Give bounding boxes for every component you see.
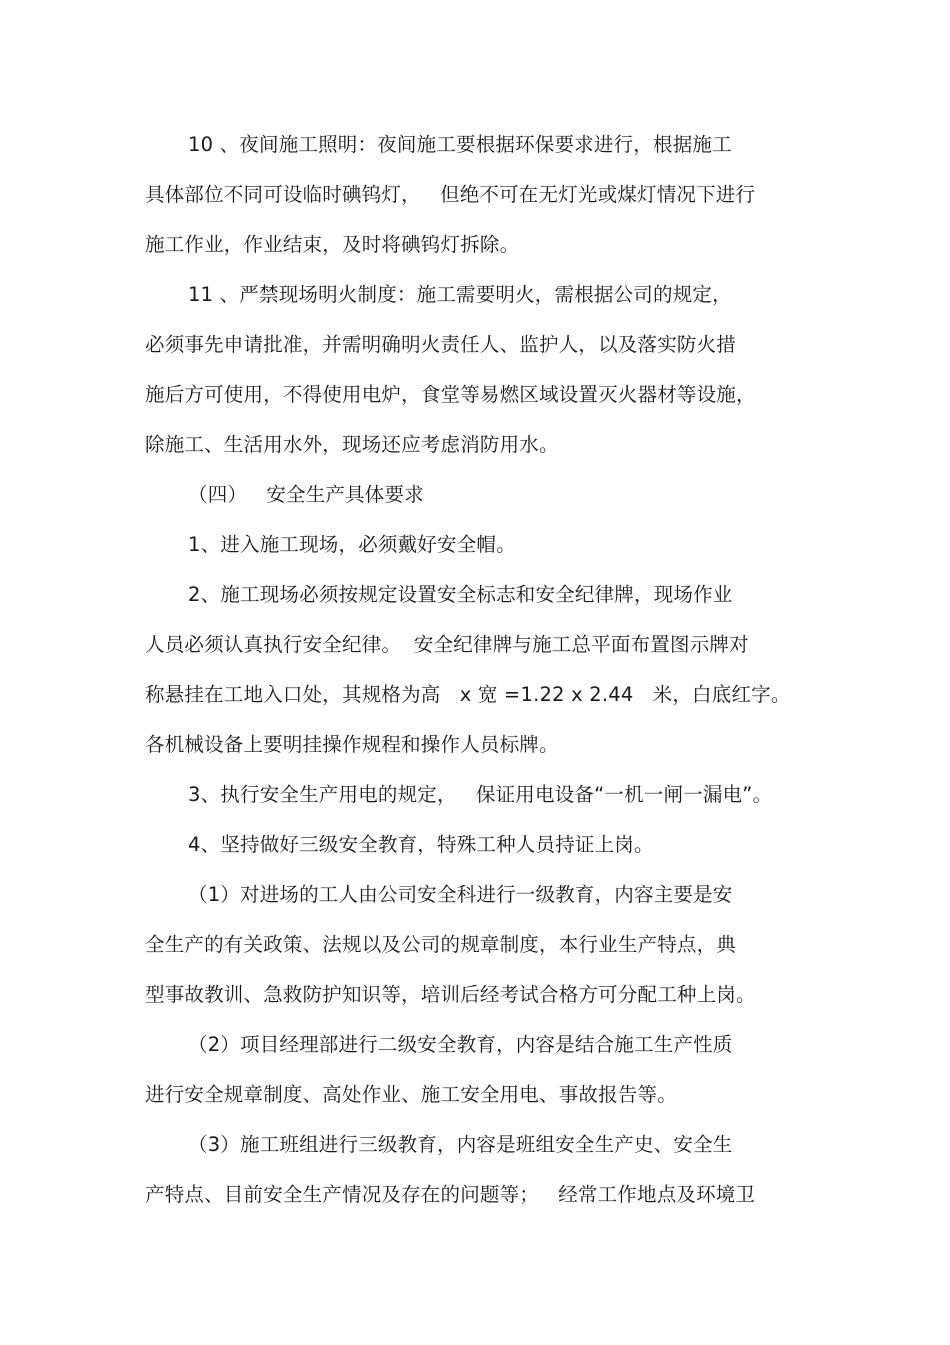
paragraph-line: 各机械设备上要明挂操作规程和操作人员标牌。 [145, 733, 559, 756]
paragraph-line: （2）项目经理部进行二级安全教育，内容是结合施工生产性质 [188, 1033, 733, 1056]
paragraph-line: 称悬挂在工地入口处，其规格为高 x 宽 =1.22 x 2.44 米，白底红字。 [145, 683, 791, 706]
paragraph-line: 人员必须认真执行安全纪律。 安全纪律牌与施工总平面布置图示牌对 [145, 633, 749, 656]
paragraph-line: 型事故教训、急救防护知识等，培训后经考试合格方可分配工种上岗。 [145, 983, 756, 1006]
paragraph-line: 必须事先申请批准，并需明确明火责任人、监护人，以及落实防火措 [145, 333, 737, 356]
paragraph-line: 施工作业，作业结束，及时将碘钨灯拆除。 [145, 233, 520, 256]
section-heading: （四） 安全生产具体要求 [188, 483, 424, 506]
paragraph-line: 11 、严禁现场明火制度：施工需要明火，需根据公司的规定， [188, 283, 732, 306]
paragraph-line: （1）对进场的工人由公司安全科进行一级教育，内容主要是安 [188, 883, 733, 906]
paragraph-line: （3）施工班组进行三级教育，内容是班组安全生产史、安全生 [188, 1133, 733, 1156]
paragraph-line: 4、坚持做好三级安全教育，特殊工种人员持证上岗。 [188, 833, 654, 856]
paragraph-line: 10 、夜间施工照明：夜间施工要根据环保要求进行，根据施工 [188, 133, 732, 156]
paragraph-line: 全生产的有关政策、法规以及公司的规章制度，本行业生产特点，典 [145, 933, 737, 956]
paragraph-line: 除施工、生活用水外，现场还应考虑消防用水。 [145, 433, 559, 456]
paragraph-line: 进行安全规章制度、高处作业、施工安全用电、事故报告等。 [145, 1083, 677, 1106]
paragraph-line: 施后方可使用，不得使用电炉，食堂等易燃区域设置灭火器材等设施， [145, 383, 756, 406]
paragraph-line: 具体部位不同可设临时碘钨灯， 但绝不可在无灯光或煤灯情况下进行 [145, 183, 756, 206]
paragraph-line: 1、进入施工现场，必须戴好安全帽。 [188, 533, 516, 556]
paragraph-line: 产特点、目前安全生产情况及存在的问题等； 经常工作地点及环境卫 [145, 1183, 756, 1206]
paragraph-line: 3、执行安全生产用电的规定， 保证用电设备“一机一闸一漏电”。 [188, 783, 773, 806]
paragraph-line: 2、施工现场必须按规定设置安全标志和安全纪律牌，现场作业 [188, 583, 733, 606]
